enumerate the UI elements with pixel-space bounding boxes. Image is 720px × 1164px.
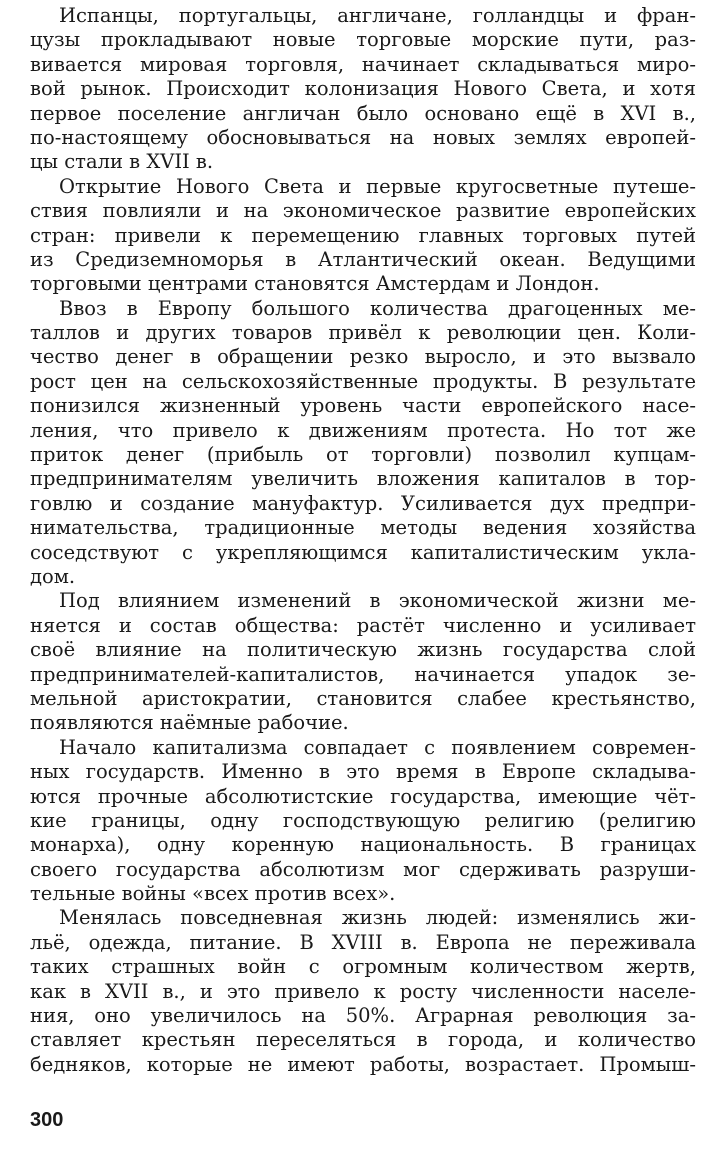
text-line: по-настоящему обосновываться на новых землях европей- [30,125,696,149]
text-line: торговыми центрами становятся Амстердам и Лондон. [30,272,600,296]
text-line: вой рынок. Происходит колонизация Нового Света, и хотя [30,77,696,101]
text-line: Менялась повседневная жизнь людей: изменялись жи- [59,906,696,930]
text-line: таллов и других товаров привёл к революции цен. Коли- [30,321,696,345]
text-line: рост цен на сельскохозяйственные продукты. В результате [30,369,696,393]
text-line: ются прочные абсолютистские государства, имеющие чёт- [30,784,696,808]
paragraph-3 [30,297,696,590]
text-line: первое поселение англичан было основано ещё в XVI в., [30,101,696,125]
text-line: стран: привели к перемещению главных торговых путей [30,223,696,247]
text-line: своего государства абсолютизм мог сдерживать разруши- [30,857,696,881]
text-line: соседствуют с укрепляющимся капиталистическим укла- [30,540,696,564]
text-line: цузы прокладывают новые торговые морские пути, раз- [30,28,696,52]
text-line: тельные войны «всех против всех». [30,882,396,906]
text-line: мельной аристократии, становится слабее крестьянство, [30,686,696,710]
text-line: Начало капитализма совпадает с появлением современ- [59,735,696,759]
paragraph-2 [30,175,696,297]
paragraph-4 [30,589,696,735]
text-line: как в XVII в., и это привело к росту численности населе- [30,979,696,1003]
text-line: предпринимателям увеличить вложения капиталов в тор- [30,467,696,491]
text-line: говлю и создание мануфактур. Усиливается дух предпри- [30,491,696,515]
text-line: приток денег (прибыль от торговли) позволил купцам- [30,443,696,467]
text-line: своё влияние на политическую жизнь государства слой [30,638,696,662]
text-line: предпринимателей-капиталистов, начинается упадок зе- [30,662,696,686]
text-line: ставляет крестьян переселяться в города, и количество [30,1028,696,1052]
paragraph-6 [30,906,696,1077]
text-line: няется и состав общества: растёт численно и усиливает [30,613,696,637]
paragraph-1 [30,4,696,175]
text-line: цы стали в XVII в. [30,150,214,174]
text-line: монарха), одну коренную национальность. В границах [30,833,696,857]
text-line: вивается мировая торговля, начинает складываться миро- [30,52,696,76]
text-line: из Средиземноморья в Атлантический океан. Ведущими [30,247,696,271]
text-line: Под влиянием изменений в экономической жизни ме- [59,589,696,613]
text-line: бедняков, которые не имеют работы, возрастает. Промыш- [30,1052,696,1076]
text-line: дом. [30,564,76,588]
text-line: появляются наёмные рабочие. [30,711,349,735]
text-line: понизился жизненный уровень части европейского насе- [30,394,696,418]
paragraph-5 [30,736,696,907]
text-line: чество денег в обращении резко выросло, и это вызвало [30,345,696,369]
text-line: ния, оно увеличилось на 50%. Аграрная революция за- [30,1004,696,1028]
page-number: 300 [30,1109,64,1131]
text-line: ления, что привело к движениям протеста. Но тот же [30,418,696,442]
text-line: льё, одежда, питание. В XVIII в. Европа не переживала [30,930,696,954]
text-line: таких страшных войн с огромным количеством жертв, [30,955,696,979]
text-line: кие границы, одну господствующую религию (религию [30,808,696,832]
text-line: нимательства, традиционные методы ведения хозяйства [30,516,696,540]
text-line: ных государств. Именно в это время в Европе складыва- [30,760,696,784]
page-body [30,4,696,1077]
text-line: Испанцы, португальцы, англичане, голландцы и фран- [59,4,696,27]
text-line: Ввоз в Европу большого количества драгоценных ме- [59,296,696,320]
text-line: Открытие Нового Света и первые кругосветные путеше- [59,174,696,198]
text-line: ствия повлияли и на экономическое развитие европейских [30,199,696,223]
